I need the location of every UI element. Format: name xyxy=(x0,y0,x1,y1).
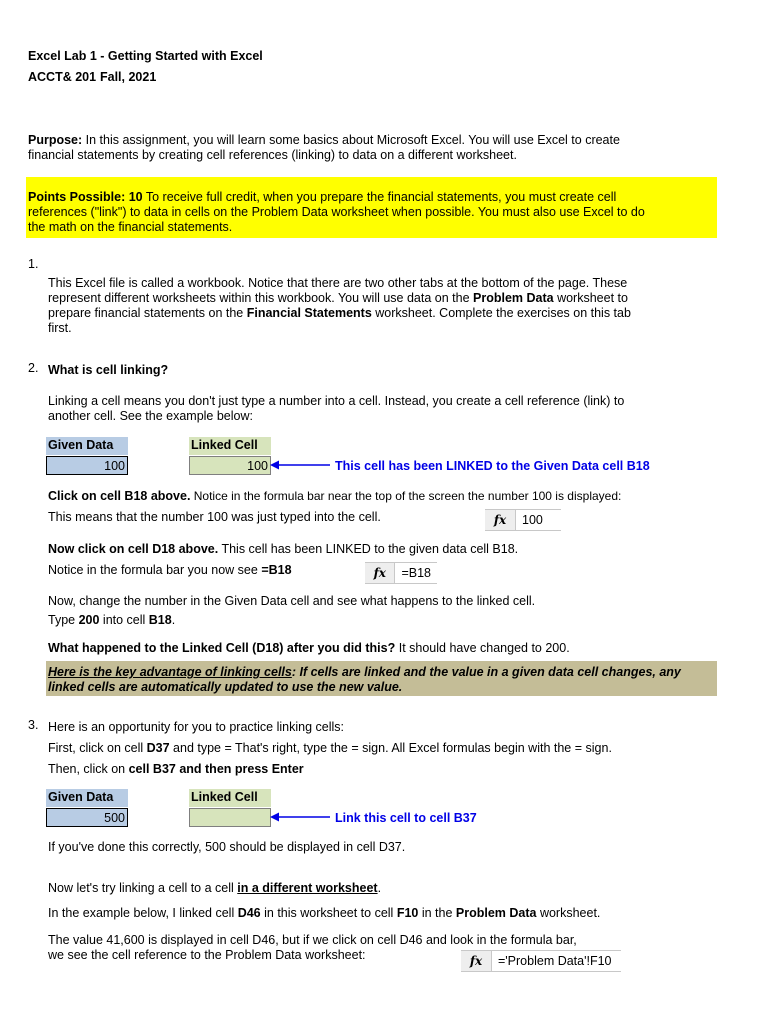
change-line: Now, change the number in the Given Data cell and see what happens to the linked cell. xyxy=(48,594,536,608)
formula-bar-3 xyxy=(461,950,621,972)
section-3-line-1: Here is an opportunity for you to practice linking cells: xyxy=(48,720,344,734)
key-advantage-label: Here is the key advantage of linking cells xyxy=(48,665,292,679)
typed-line: This means that the number 100 was just typed into the cell. xyxy=(48,510,381,524)
click-b18-bold: Click on cell B18 above. xyxy=(48,489,191,503)
points-line-3: the math on the financial statements. xyxy=(28,220,233,234)
click-d18-line xyxy=(48,542,518,557)
section-3-line-3-a: Then, click on xyxy=(48,762,129,776)
type-end: . xyxy=(171,613,176,627)
different-worksheet-emphasis: in a different worksheet xyxy=(237,881,378,895)
key-advantage-line-1 xyxy=(48,665,681,680)
click-d18-rest: This cell has been LINKED to the given data cell B18. xyxy=(218,542,519,556)
problem-data-ref-2: Problem Data xyxy=(455,906,537,920)
notice-formula: =B18 xyxy=(261,563,292,577)
points-text-1: To receive full credit, when you prepare the financial statements, you must create cell xyxy=(142,190,617,204)
example-pre: In the example below, I linked cell xyxy=(48,906,238,920)
section-3-number: 3. xyxy=(28,718,39,732)
key-advantage-text-1: : If cells are linked and the value in a given data cell changes, any xyxy=(291,665,681,679)
purpose-line-1 xyxy=(28,133,620,148)
formula-bar-3-value: ='Problem Data'!F10 xyxy=(498,954,612,968)
example-end: worksheet. xyxy=(536,906,601,920)
formula-bar-2-value: =B18 xyxy=(401,566,431,580)
section-1-line-3-a: prepare financial statements on the xyxy=(48,306,247,320)
formula-bar-1-value: 100 xyxy=(522,513,543,527)
linked-note: This cell has been LINKED to the Given Data cell B18 xyxy=(335,459,650,473)
fx-icon: fx xyxy=(461,951,492,971)
cell-d46-ref: D46 xyxy=(237,906,261,920)
linked-cell-d18[interactable]: 100 xyxy=(189,456,271,475)
purpose-line-2: financial statements by creating cell references (linking) to data on a different worksheet. xyxy=(28,148,517,162)
section-3-line-2-a: First, click on cell xyxy=(48,741,147,755)
section-3-line-3-bold: cell B37 and then press Enter xyxy=(128,762,304,776)
given-data-header-2: Given Data xyxy=(46,789,128,807)
click-b18-line xyxy=(48,489,621,504)
notice-text: Notice in the formula bar you now see xyxy=(48,563,262,577)
section-1-line-2-a: represent different worksheets within this workbook. You will use data on the xyxy=(48,291,474,305)
cell-d37-ref: D37 xyxy=(146,741,170,755)
happened-line xyxy=(48,641,570,656)
financial-statements-ref: Financial Statements xyxy=(246,306,372,320)
arrow-left-icon xyxy=(270,459,332,471)
done-line: If you've done this correctly, 500 should be displayed in cell D37. xyxy=(48,840,406,854)
section-1-line-4: first. xyxy=(48,321,72,335)
section-1-line-2-b: worksheet to xyxy=(553,291,628,305)
problem-data-ref: Problem Data xyxy=(473,291,554,305)
type-cell: B18 xyxy=(148,613,172,627)
example-line xyxy=(48,906,600,921)
purpose-text-1: In this assignment, you will learn some basics about Microsoft Excel. You will use Excel to create xyxy=(82,133,620,147)
link-note: Link this cell to cell B37 xyxy=(335,811,477,825)
arrow-left-icon xyxy=(270,811,332,823)
section-2-number: 2. xyxy=(28,361,39,375)
fx-icon: fx xyxy=(485,510,516,530)
linked-cell-header-2: Linked Cell xyxy=(189,789,271,807)
notice-line xyxy=(48,563,292,578)
section-2-intro-2: another cell. See the example below: xyxy=(48,409,253,423)
cell-f10-ref: F10 xyxy=(396,906,419,920)
section-1-line-3-b: worksheet. Complete the exercises on this tab xyxy=(371,306,631,320)
example-mid-2: in the xyxy=(418,906,456,920)
points-label: Points Possible: 10 xyxy=(28,190,143,204)
key-advantage-line-2: linked cells are automatically updated to use the new value. xyxy=(48,680,403,694)
happened-answer: It should have changed to 200. xyxy=(395,641,570,655)
term: Fall, 2021 xyxy=(100,70,157,84)
try-end: . xyxy=(377,881,382,895)
type-value: 200 xyxy=(78,613,100,627)
linked-cell-header: Linked Cell xyxy=(189,437,271,455)
section-1-number: 1. xyxy=(28,257,39,271)
type-pre: Type xyxy=(48,613,79,627)
formula-bar-2 xyxy=(365,562,437,584)
ref-line: we see the cell reference to the Problem Data worksheet: xyxy=(48,948,366,962)
section-1-line-3 xyxy=(48,306,631,321)
section-2-heading: What is cell linking? xyxy=(48,363,169,377)
click-d18-bold: Now click on cell D18 above. xyxy=(48,542,219,556)
given-data-cell-b37[interactable]: 500 xyxy=(46,808,128,827)
given-data-header: Given Data xyxy=(46,437,128,455)
type-200-line xyxy=(48,613,175,628)
section-3-line-2 xyxy=(48,741,612,756)
section-1-line-2 xyxy=(48,291,628,306)
section-3-line-2-b: and type = That's right, type the = sign. All Excel formulas begin with the = sign. xyxy=(169,741,612,755)
type-mid: into cell xyxy=(99,613,149,627)
points-line-1 xyxy=(28,190,616,205)
try-line xyxy=(48,881,381,896)
section-1-line-1: This Excel file is called a workbook. Notice that there are two other tabs at the bottom of the page. These xyxy=(48,276,628,290)
document-title: Excel Lab 1 - Getting Started with Excel xyxy=(28,49,263,63)
points-line-2: references ("link") to data in cells on the Problem Data worksheet when possible. You must also use Excel to do xyxy=(28,205,645,219)
formula-bar-1 xyxy=(485,509,561,531)
value-line: The value 41,600 is displayed in cell D46, but if we click on cell D46 and look in the formula bar, xyxy=(48,933,577,947)
try-pre: Now let's try linking a cell to a cell xyxy=(48,881,238,895)
section-3-line-3 xyxy=(48,762,304,777)
linked-cell-d37[interactable] xyxy=(189,808,271,827)
click-b18-rest: Notice in the formula bar near the top of the screen the number 100 is displayed: xyxy=(190,489,622,503)
purpose-label: Purpose: xyxy=(28,133,83,147)
happened-question: What happened to the Linked Cell (D18) after you did this? xyxy=(48,641,396,655)
example-mid: in this worksheet to cell xyxy=(260,906,397,920)
course-code: ACCT& 201 xyxy=(28,70,97,84)
section-2-intro-1: Linking a cell means you don't just type a number into a cell. Instead, you create a cell reference (link) to xyxy=(48,394,625,408)
fx-icon: fx xyxy=(365,563,395,583)
given-data-cell-b18[interactable]: 100 xyxy=(46,456,128,475)
